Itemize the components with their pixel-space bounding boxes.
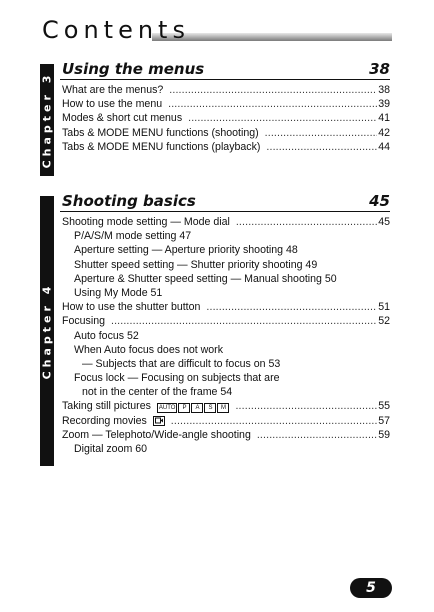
chapter-3-tab-label: Chapter 3: [40, 71, 54, 169]
toc-subentry[interactable]: Digital zoom 60: [74, 443, 148, 455]
chapter-4-page: 45: [369, 192, 390, 210]
chapter-4-title: Shooting basics: [62, 192, 196, 210]
toc-entry[interactable]: Recording movies . . . 57: [62, 414, 390, 428]
toc-subentry[interactable]: Aperture & Shutter speed setting — Manual shooting 50: [74, 272, 337, 285]
chapter-3-entries: [62, 83, 390, 154]
toc-subentry[interactable]: When Auto focus does not work: [74, 343, 223, 356]
page-number-badge: 5: [350, 578, 392, 598]
chapter-4-section: [40, 192, 390, 466]
chapter-3-section: [40, 60, 390, 176]
chapter-3-title: Using the menus: [62, 60, 205, 78]
chapter-4-tab: [40, 196, 54, 466]
toc-entry[interactable]: What are the menus? . . . 38: [62, 83, 390, 97]
m-mode-icon: M: [217, 403, 229, 413]
toc-entry[interactable]: Modes & short cut menus . . . 41: [62, 111, 390, 125]
toc-entry[interactable]: Focusing . . . 52: [62, 314, 390, 328]
toc-subentry[interactable]: Aperture setting — Aperture priority shooting 48: [74, 244, 298, 257]
toc-entry[interactable]: Taking still pictures AUTO P A S M . . . 55: [62, 399, 390, 413]
chapter-4-entries: [62, 215, 390, 456]
toc-subentry[interactable]: Using My Mode 51: [74, 286, 163, 299]
p-mode-icon: P: [178, 403, 190, 413]
toc-subentry[interactable]: Shutter speed setting — Shutter priority shooting 49: [74, 258, 318, 271]
chapter-3-tab: [40, 64, 54, 176]
toc-entry[interactable]: Shooting mode setting — Mode dial . . . 45: [62, 215, 390, 229]
chapter-3-page: 38: [369, 60, 390, 78]
toc-subentry[interactable]: — Subjects that are difficult to focus on 53: [82, 357, 281, 370]
chapter-4-header: [60, 192, 390, 212]
movie-icon: [153, 416, 165, 426]
toc-entry[interactable]: Tabs & MODE MENU functions (playback) . . . 44: [62, 140, 390, 154]
toc-entry[interactable]: How to use the shutter button . . . 51: [62, 300, 390, 314]
a-mode-icon: A: [191, 403, 203, 413]
toc-entry[interactable]: How to use the menu . . . 39: [62, 97, 390, 111]
toc-entry[interactable]: Zoom — Telephoto/Wide-angle shooting . . . 59: [62, 428, 390, 442]
toc-entry[interactable]: Tabs & MODE MENU functions (shooting) . . . 42: [62, 126, 390, 140]
page-title-text: Contents: [42, 16, 190, 44]
still-mode-icons: [157, 403, 230, 413]
toc-subentry[interactable]: not in the center of the frame 54: [82, 386, 233, 399]
toc-subentry[interactable]: P/A/S/M mode setting 47: [74, 230, 192, 243]
page-title: [40, 18, 392, 48]
auto-mode-icon: AUTO: [158, 405, 176, 412]
toc-subentry[interactable]: Auto focus 52: [74, 329, 139, 342]
toc-subentry[interactable]: Focus lock — Focusing on subjects that are: [74, 372, 280, 385]
chapter-4-tab-label: Chapter 4: [40, 282, 54, 380]
s-mode-icon: S: [204, 403, 216, 413]
chapter-3-header: [60, 60, 390, 80]
